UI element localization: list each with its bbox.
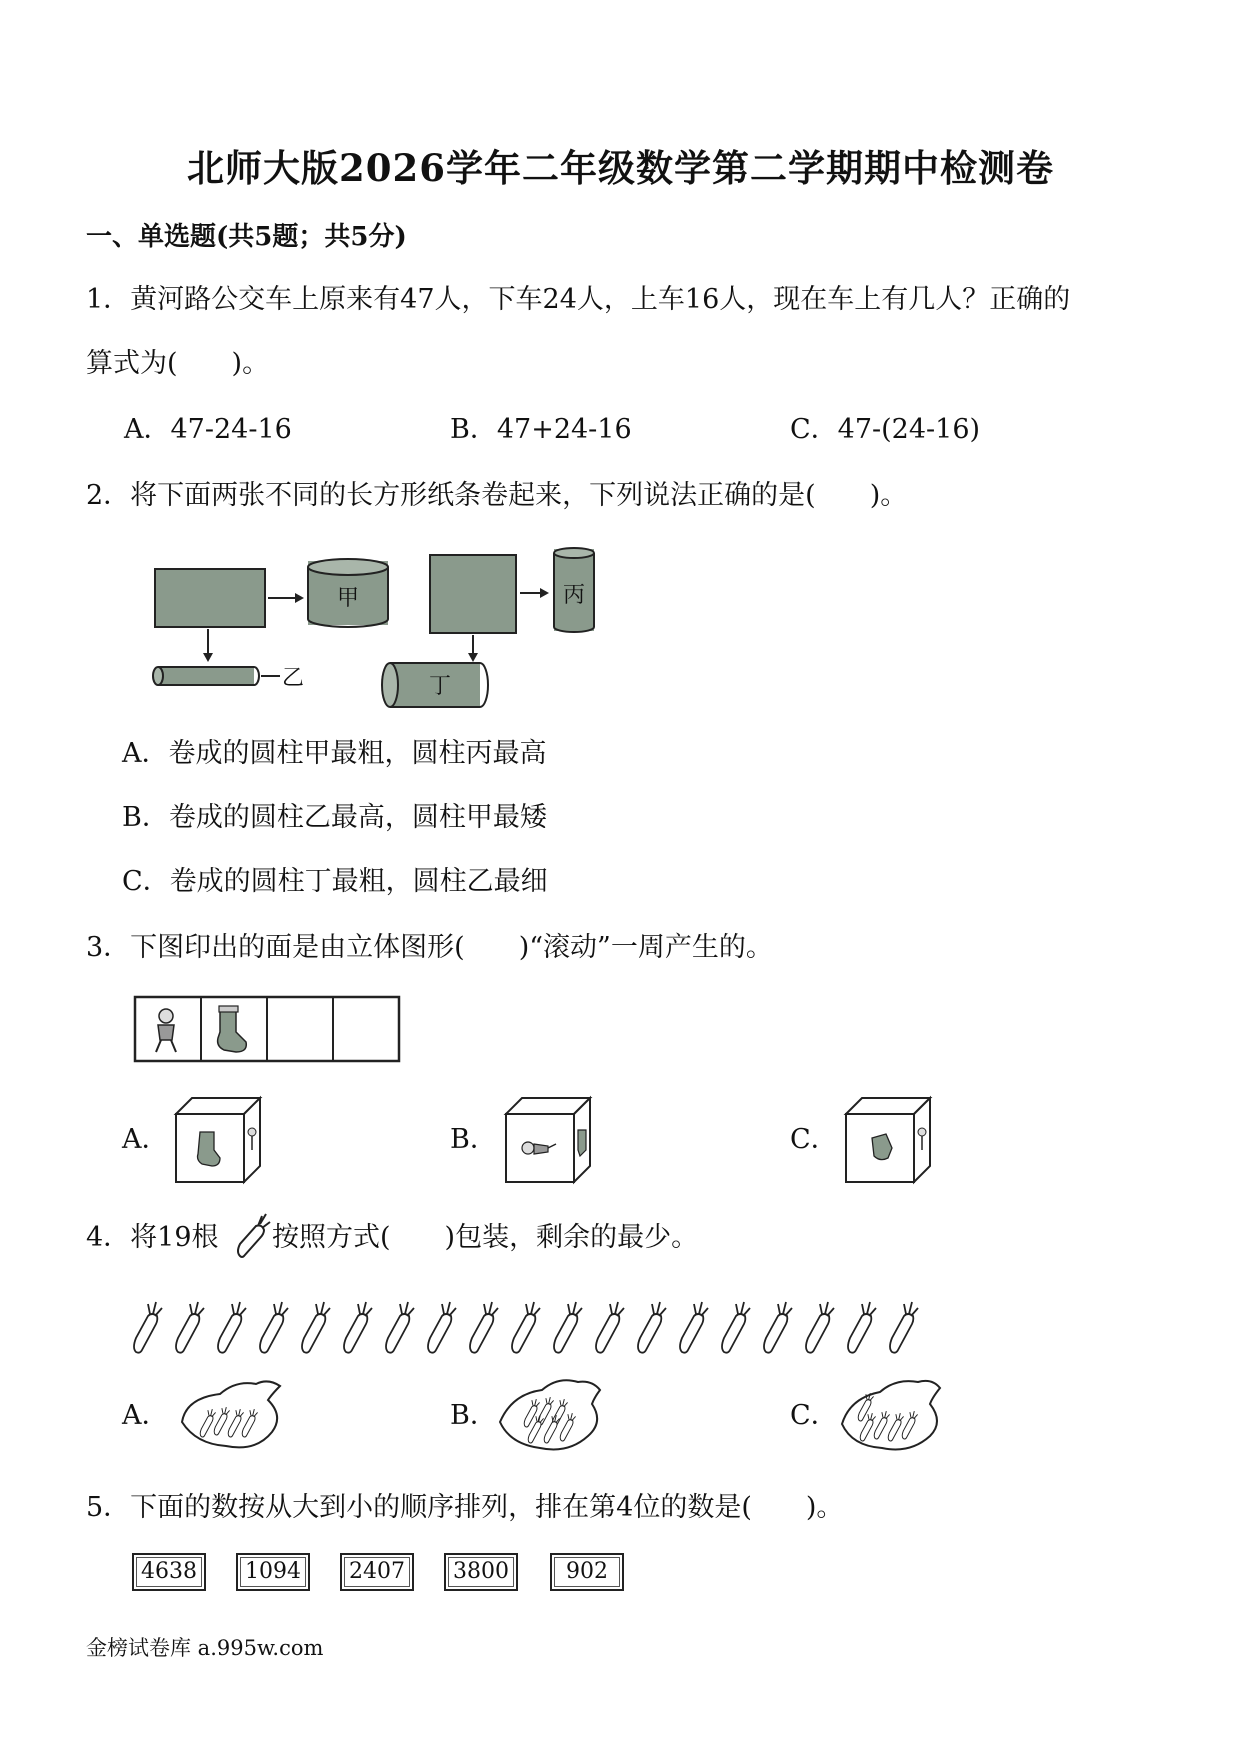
q2-stem: 2．将下面两张不同的长方形纸条卷起来，下列说法正确的是( )。 xyxy=(86,480,908,511)
carrot-icon xyxy=(764,1302,792,1353)
q2-cylinder-ding xyxy=(382,663,488,707)
q3-cube-a xyxy=(172,1094,264,1186)
q2-cylinder-bing xyxy=(554,548,594,632)
q2-label-yi: 乙 xyxy=(282,666,305,691)
q3-cube-c xyxy=(842,1094,934,1186)
q5-stem: 5．下面的数按从大到小的顺序排列，排在第4位的数是( )。 xyxy=(86,1492,844,1523)
carrot-icon xyxy=(176,1302,204,1353)
q4-bag-a xyxy=(176,1376,286,1456)
q1-stem-line2: 算式为( )。 xyxy=(86,348,270,379)
q1-option-a: A．47-24-16 xyxy=(124,414,292,445)
page-title: 北师大版2026学年二年级数学第二学期期中检测卷 xyxy=(187,146,1054,190)
section-heading: 一、单选题(共5题；共5分) xyxy=(86,222,407,252)
q4-stem-after: 按照方式( )包装，剩余的最少。 xyxy=(272,1222,699,1253)
q3-option-b: B． xyxy=(450,1124,497,1155)
carrot-icon xyxy=(232,1212,272,1260)
carrot-icon xyxy=(302,1302,330,1353)
q2-label-ding: 丁 xyxy=(428,674,452,699)
q5-number-box-1: 4638 xyxy=(132,1553,206,1591)
q5-number-box-4: 3800 xyxy=(444,1553,518,1591)
q2-label-jia: 甲 xyxy=(336,586,360,611)
figure-icon xyxy=(248,1128,256,1136)
q2-cylinder-jia xyxy=(308,559,388,627)
q3-option-a: A． xyxy=(122,1124,169,1155)
q2-rect-right xyxy=(430,555,516,633)
q2-label-bing: 丙 xyxy=(562,583,586,608)
carrot-icon xyxy=(260,1302,288,1353)
q2-cylinder-yi xyxy=(153,666,304,691)
carrot-icon xyxy=(848,1302,876,1353)
carrot-icon xyxy=(596,1302,624,1353)
q4-carrot-row xyxy=(130,1298,950,1358)
q5-number-box-5: 902 xyxy=(550,1553,624,1591)
q1-option-c: C．47-(24-16) xyxy=(790,414,981,445)
carrot-icon xyxy=(470,1302,498,1353)
carrot-icon xyxy=(386,1302,414,1353)
q4-option-a: A． xyxy=(122,1400,169,1431)
q2-paper-roll-figure xyxy=(140,535,620,715)
carrot-icon xyxy=(638,1302,666,1353)
footer-source: 金榜试卷库 a.995w.com xyxy=(86,1636,324,1660)
carrot-icon xyxy=(806,1302,834,1353)
carrot-icon xyxy=(134,1302,162,1353)
q5-number-box-3: 2407 xyxy=(340,1553,414,1591)
q1-stem-line1: 1．黄河路公交车上原来有47人，下车24人，上车16人，现在车上有几人？正确的 xyxy=(86,284,1071,315)
carrot-icon xyxy=(512,1302,540,1353)
q3-stem: 3．下图印出的面是由立体图形( )“滚动”一周产生的。 xyxy=(86,932,773,963)
q2-option-c: C．卷成的圆柱丁最粗，圆柱乙最细 xyxy=(122,866,548,897)
q3-option-c: C． xyxy=(790,1124,838,1155)
carrot-icon xyxy=(680,1302,708,1353)
carrot-icon xyxy=(722,1302,750,1353)
q4-option-b: B． xyxy=(450,1400,497,1431)
carrot-icon xyxy=(554,1302,582,1353)
q2-option-b: B．卷成的圆柱乙最高，圆柱甲最矮 xyxy=(122,802,547,833)
carrot-icon xyxy=(218,1302,246,1353)
carrot-icon xyxy=(344,1302,372,1353)
q3-printed-faces-strip xyxy=(132,992,404,1068)
q3-cube-b xyxy=(502,1094,594,1186)
q4-option-c: C． xyxy=(790,1400,838,1431)
q4-stem-before: 4．将19根 xyxy=(86,1222,219,1253)
q1-option-b: B．47+24-16 xyxy=(450,414,632,445)
q4-bag-b xyxy=(496,1374,606,1458)
q2-rect-left xyxy=(155,569,265,627)
q4-bag-c xyxy=(836,1374,946,1458)
carrot-icon xyxy=(890,1302,918,1353)
q2-option-a: A．卷成的圆柱甲最粗，圆柱丙最高 xyxy=(122,738,547,769)
q5-number-box-2: 1094 xyxy=(236,1553,310,1591)
carrot-icon xyxy=(428,1302,456,1353)
